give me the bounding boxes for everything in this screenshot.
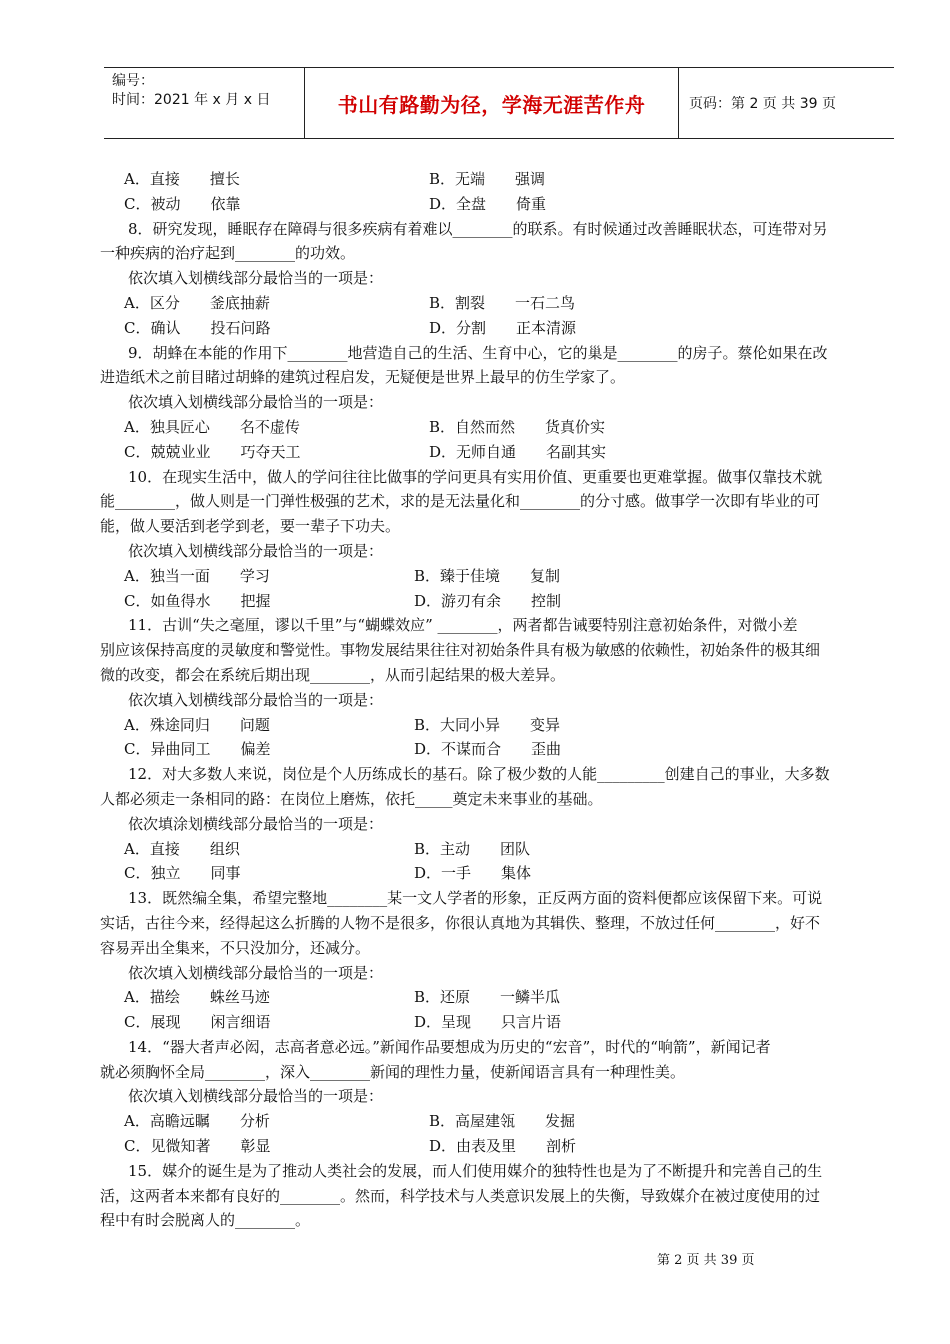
question-text: 人都必须走一条相同的路：在岗位上磨炼，依托_____奠定未来事业的基础。 [100,789,603,808]
time-label: 时间：2021 年 x 月 x 日 [112,92,271,108]
question-text: 10．在现实生活中，做人的学问往往比做事的学问更具有实用价值、更重要也更难掌握。做事仅靠技术就 [128,467,823,486]
option: D．分割 正本清源 [429,318,577,337]
option: D．一手 集体 [414,864,532,883]
question-text: 8．研究发现，睡眠存在障碍与很多疾病有着难以________的联系。有时候通过改善睡眠状态，可连带对另 [128,219,828,238]
option: B．主动 团队 [414,839,531,858]
option: A．独具匠心 名不虚传 [124,417,300,436]
number-label: 编号： [112,73,154,89]
page-header [104,67,894,139]
option: A．高瞻远瞩 分析 [124,1112,270,1131]
option: B．还原 一鳞半瓜 [414,988,561,1007]
instruction-text: 依次填入划横线部分最恰当的一项是： [128,541,384,560]
question-text: 12．对大多数人来说，岗位是个人历练成长的基石。除了极少数的人能_________创建自己的事业，大多数 [128,765,830,784]
option-row [100,713,910,738]
motto-text: 书山有路勤为径，学海无涯苦作舟 [337,92,646,117]
option: C．见微知著 彰显 [124,1137,271,1156]
question-text: 就必须胸怀全局________，深入________新闻的理性力量，使新闻语言具有一种理性美。 [100,1062,686,1081]
option: A．直接 组织 [124,839,240,858]
option: C．确认 投石问路 [124,318,271,337]
option: D．全盘 倚重 [429,194,547,213]
question-text: 进造纸术之前目睹过胡蜂的建筑过程启发，无疑便是世界上最早的仿生学家了。 [100,368,626,387]
option-row [100,1010,910,1035]
question-text: 一种疾病的治疗起到________的功效。 [100,244,356,263]
option: C．展现 闲言细语 [124,1013,271,1032]
question-text: 15．媒介的诞生是为了推动人类社会的发展，而人们使用媒介的独特性也是为了不断提升和完善自己的生 [128,1161,823,1180]
document-body [100,167,910,1233]
instruction-text: 依次填涂划横线部分最恰当的一项是： [128,814,384,833]
option: D．无师自通 名副其实 [429,442,607,461]
question-text: 13．既然编全集，希望完整地________某一文人学者的形象，正反两方面的资料便都应该保留下来。可说 [128,889,823,908]
option: B．臻于佳境 复制 [414,566,561,585]
instruction-text: 依次填入划横线部分最恰当的一项是： [128,393,384,412]
option: B．无端 强调 [429,170,546,188]
option-row [100,837,910,862]
instruction-text: 依次填入划横线部分最恰当的一项是： [128,269,384,288]
question-text: 微的改变，都会在系统后期出现________，从而引起结果的极大差异。 [100,665,566,684]
option-row [100,564,910,589]
instruction-text: 依次填入划横线部分最恰当的一项是： [128,963,384,982]
option-row [100,1134,910,1159]
page-footer: 第 2 页 共 39 页 [657,1253,755,1268]
option-row [100,861,910,886]
question-text: 11．古训“失之毫厘，谬以千里”与“蝴蝶效应” ________，两者都告诫要特别注意初始条件，对微小差 [128,616,798,635]
option-row [100,589,910,614]
option: C．独立 同事 [124,864,241,883]
option: D．不谋而合 歪曲 [414,740,562,759]
option: C．兢兢业业 巧夺天工 [124,442,301,461]
question-text: 9．胡蜂在本能的作用下________地营造自己的生活、生育中心，它的巢是________的房子。蔡伦如果在改 [128,343,828,362]
option: B．割裂 一石二鸟 [429,293,576,312]
question-text: 能，做人要活到老学到老，要一辈子下功夫。 [100,517,401,536]
option-row [100,1109,910,1134]
question-text: 别应该保持高度的灵敏度和警觉性。事物发展结果往往对初始条件具有极为敏感的依赖性，初始条件的极其细 [100,641,821,660]
question-text: 实话，古往今来，经得起这么折腾的人物不是很多，你很认真地为其辑佚、整理，不放过任何________，好不 [100,913,821,932]
option-row [100,985,910,1010]
option: C．如鱼得水 把握 [124,591,271,610]
page-code-text: 页码：第 2 页 共 39 页 [689,96,836,112]
option: C．异曲同工 偏差 [124,740,271,759]
question-text: 能________，做人则是一门弹性极强的艺术，求的是无法量化和________的分寸感。做事学一次即有毕业的可 [100,492,821,511]
instruction-text: 依次填入划横线部分最恰当的一项是： [128,690,384,709]
option: D．由表及里 剖析 [429,1137,577,1156]
question-text: 容易弄出全集来，不只没加分，还减分。 [100,938,371,957]
option-row [100,291,910,316]
option-row [100,192,910,217]
option: B．自然而然 货真价实 [429,417,606,436]
option-row [100,415,910,440]
option: A．直接 擅长 [124,170,240,188]
instruction-text: 依次填入划横线部分最恰当的一项是： [128,1087,384,1106]
header-page-code [679,68,894,138]
option: D．呈现 只言片语 [414,1013,562,1032]
question-text: 程中有时会脱离人的________。 [100,1211,311,1230]
option: B．大同小异 变异 [414,715,561,734]
option: C．被动 依靠 [124,194,241,213]
question-text: 14．“器大者声必闳，志高者意必远。”新闻作品要想成为历史的“宏音”，时代的“响箭”，新闻记者 [128,1037,771,1056]
option-row [100,316,910,341]
option: B．高屋建瓴 发掘 [429,1112,576,1131]
option-row [100,167,910,192]
option-row [100,737,910,762]
option: D．游刃有余 控制 [414,591,562,610]
question-text: 活，这两者本来都有良好的________。然而，科学技术与人类意识发展上的失衡，导致媒介在被过度使用的过 [100,1186,821,1205]
option: A．区分 釜底抽薪 [124,293,270,312]
option: A．独当一面 学习 [124,566,270,585]
header-meta [104,68,304,138]
header-motto-cell [304,68,679,138]
option: A．殊途同归 问题 [124,715,270,734]
option-row [100,440,910,465]
option: A．描绘 蛛丝马迹 [124,988,270,1007]
